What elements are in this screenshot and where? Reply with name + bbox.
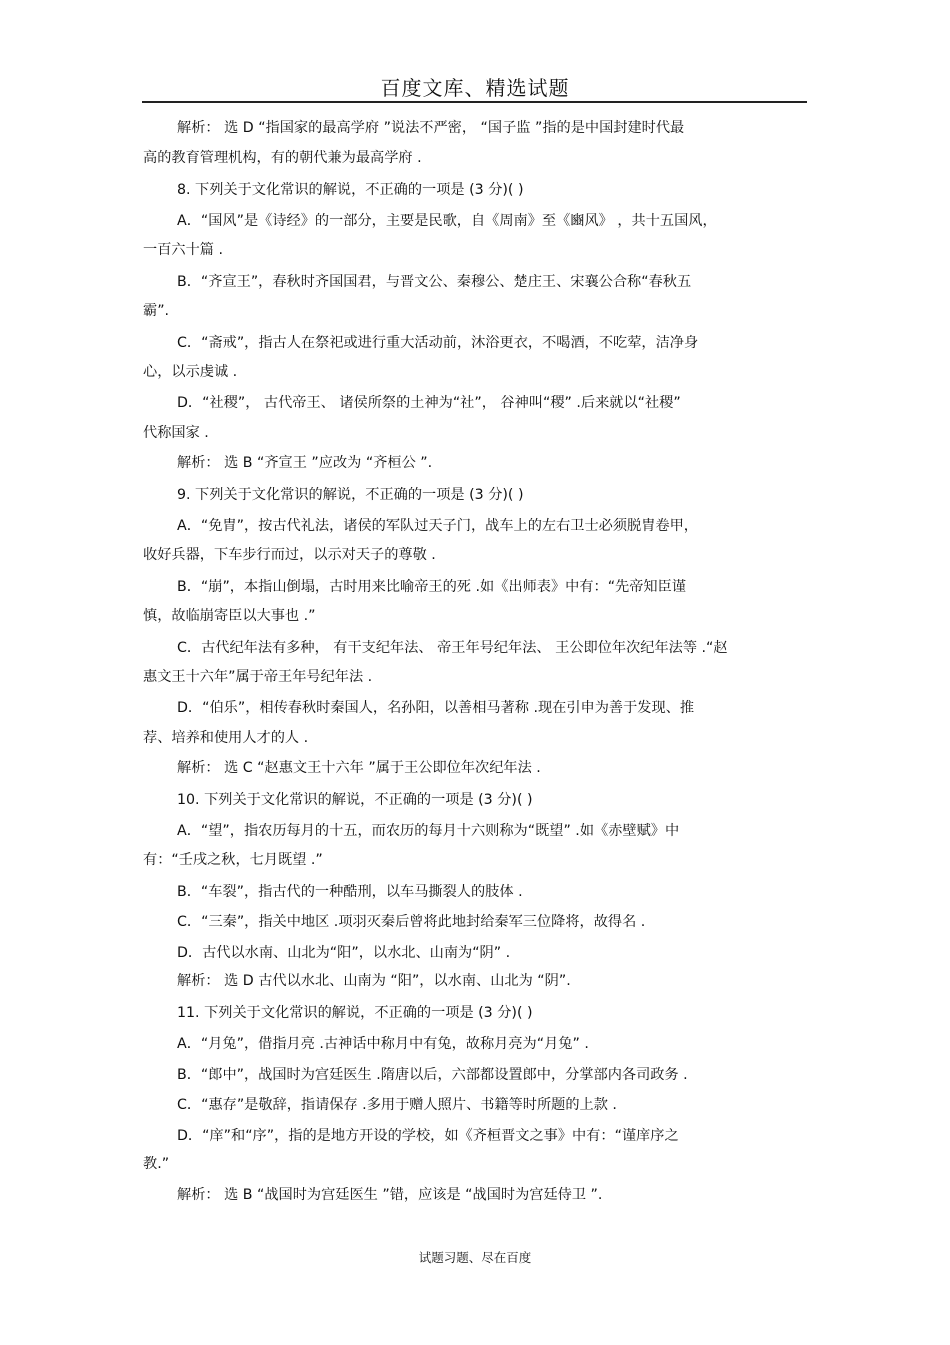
question-line: 8. 下列关于文化常识的解说，不正确的一项是 (3 分)( ) — [177, 182, 524, 198]
body-line: 心，以示虔诚 . — [143, 364, 238, 380]
option-line: C．“斋戒”，指古人在祭祀或进行重大活动前，沐浴更衣，不喝酒，不吃荤，洁净身 — [177, 335, 699, 351]
page-header-title: 百度文库、精选试题 — [380, 76, 570, 100]
option-line: B．“崩”，本指山倒塌，古时用来比喻帝王的死 .如《出师表》中有：“先帝知臣谨 — [177, 579, 686, 595]
body-line: 霸”. — [143, 303, 170, 319]
option-line: B．“齐宣王”，春秋时齐国国君，与晋文公、秦穆公、楚庄王、宋襄公合称“春秋五 — [177, 274, 692, 290]
header-rule — [142, 101, 807, 103]
body-line: 高的教育管理机构，有的朝代兼为最高学府 . — [143, 150, 422, 166]
question-line: 11. 下列关于文化常识的解说，不正确的一项是 (3 分)( ) — [177, 1005, 533, 1021]
option-line: D．“庠”和“序”，指的是地方开设的学校，如《齐桓晋文之事》中有：“谨庠序之 — [177, 1128, 679, 1144]
option-line: C．“惠存”是敬辞，指请保存 .多用于赠人照片、书籍等时所题的上款 . — [177, 1097, 617, 1113]
option-line: D．“社稷”， 古代帝王、 诸侯所祭的土神为“社”， 谷神叫“稷” .后来就以“社稷” — [177, 395, 681, 411]
option-line: C．古代纪年法有多种， 有干支纪年法、 帝王年号纪年法、 王公即位年次纪年法等 .“赵 — [177, 640, 728, 656]
body-line: 有：“壬戌之秋，七月既望 .” — [143, 852, 323, 868]
body-line: 惠文王十六年”属于帝王年号纪年法 . — [143, 669, 373, 685]
body-line: 一百六十篇 . — [143, 242, 223, 258]
page-footer: 试题习题、尽在百度 — [418, 1250, 532, 1265]
option-line: C．“三秦”，指关中地区 .项羽灭秦后曾将此地封给秦军三位降将，故得名 . — [177, 914, 646, 930]
option-line: B．“车裂”，指古代的一种酷刑，以车马撕裂人的肢体 . — [177, 884, 523, 900]
analysis-line: 解析： 选 C “赵惠文王十六年 ”属于王公即位年次纪年法 . — [177, 760, 541, 776]
body-line: 慎，故临崩寄臣以大事也 .” — [143, 608, 316, 624]
body-line: 代称国家 . — [143, 425, 209, 441]
option-line: D．古代以水南、山北为“阳”，以水北、山南为“阴” . — [177, 945, 511, 961]
question-line: 9. 下列关于文化常识的解说，不正确的一项是 (3 分)( ) — [177, 487, 524, 503]
body-line: 教.” — [143, 1156, 170, 1172]
option-line: D．“伯乐”，相传春秋时秦国人，名孙阳，以善相马著称 .现在引申为善于发现、推 — [177, 700, 695, 716]
analysis-line: 解析： 选 B “齐宣王 ”应改为 “齐桓公 ”. — [177, 455, 433, 471]
body-line: 收好兵器，下车步行而过，以示对天子的尊敬 . — [143, 547, 436, 563]
body-line: 荐、培养和使用人才的人 . — [143, 730, 309, 746]
body-line: 解析： 选 D “指国家的最高学府 ”说法不严密， “国子监 ”指的是中国封建时代最 — [177, 120, 685, 136]
question-line: 10. 下列关于文化常识的解说，不正确的一项是 (3 分)( ) — [177, 792, 533, 808]
option-line: A．“月兔”，借指月亮 .古神话中称月中有兔，故称月亮为“月兔” . — [177, 1036, 589, 1052]
analysis-line: 解析： 选 B “战国时为宫廷医生 ”错，应该是 “战国时为宫廷侍卫 ”. — [177, 1187, 603, 1203]
option-line: A．“免胄”，按古代礼法，诸侯的军队过天子门，战车上的左右卫士必须脱胄卷甲， — [177, 518, 698, 534]
option-line: B．“郎中”，战国时为宫廷医生 .隋唐以后，六部都设置郎中，分掌部内各司政务 . — [177, 1067, 688, 1083]
option-line: A．“望”，指农历每月的十五，而农历的每月十六则称为“既望” .如《赤壁赋》中 — [177, 823, 680, 839]
option-line: A．“国风”是《诗经》的一部分，主要是民歌，自《周南》至《豳风》 ，共十五国风， — [177, 213, 717, 229]
analysis-line: 解析： 选 D 古代以水北、山南为 “阳”，以水南、山北为 “阴”. — [177, 973, 571, 989]
